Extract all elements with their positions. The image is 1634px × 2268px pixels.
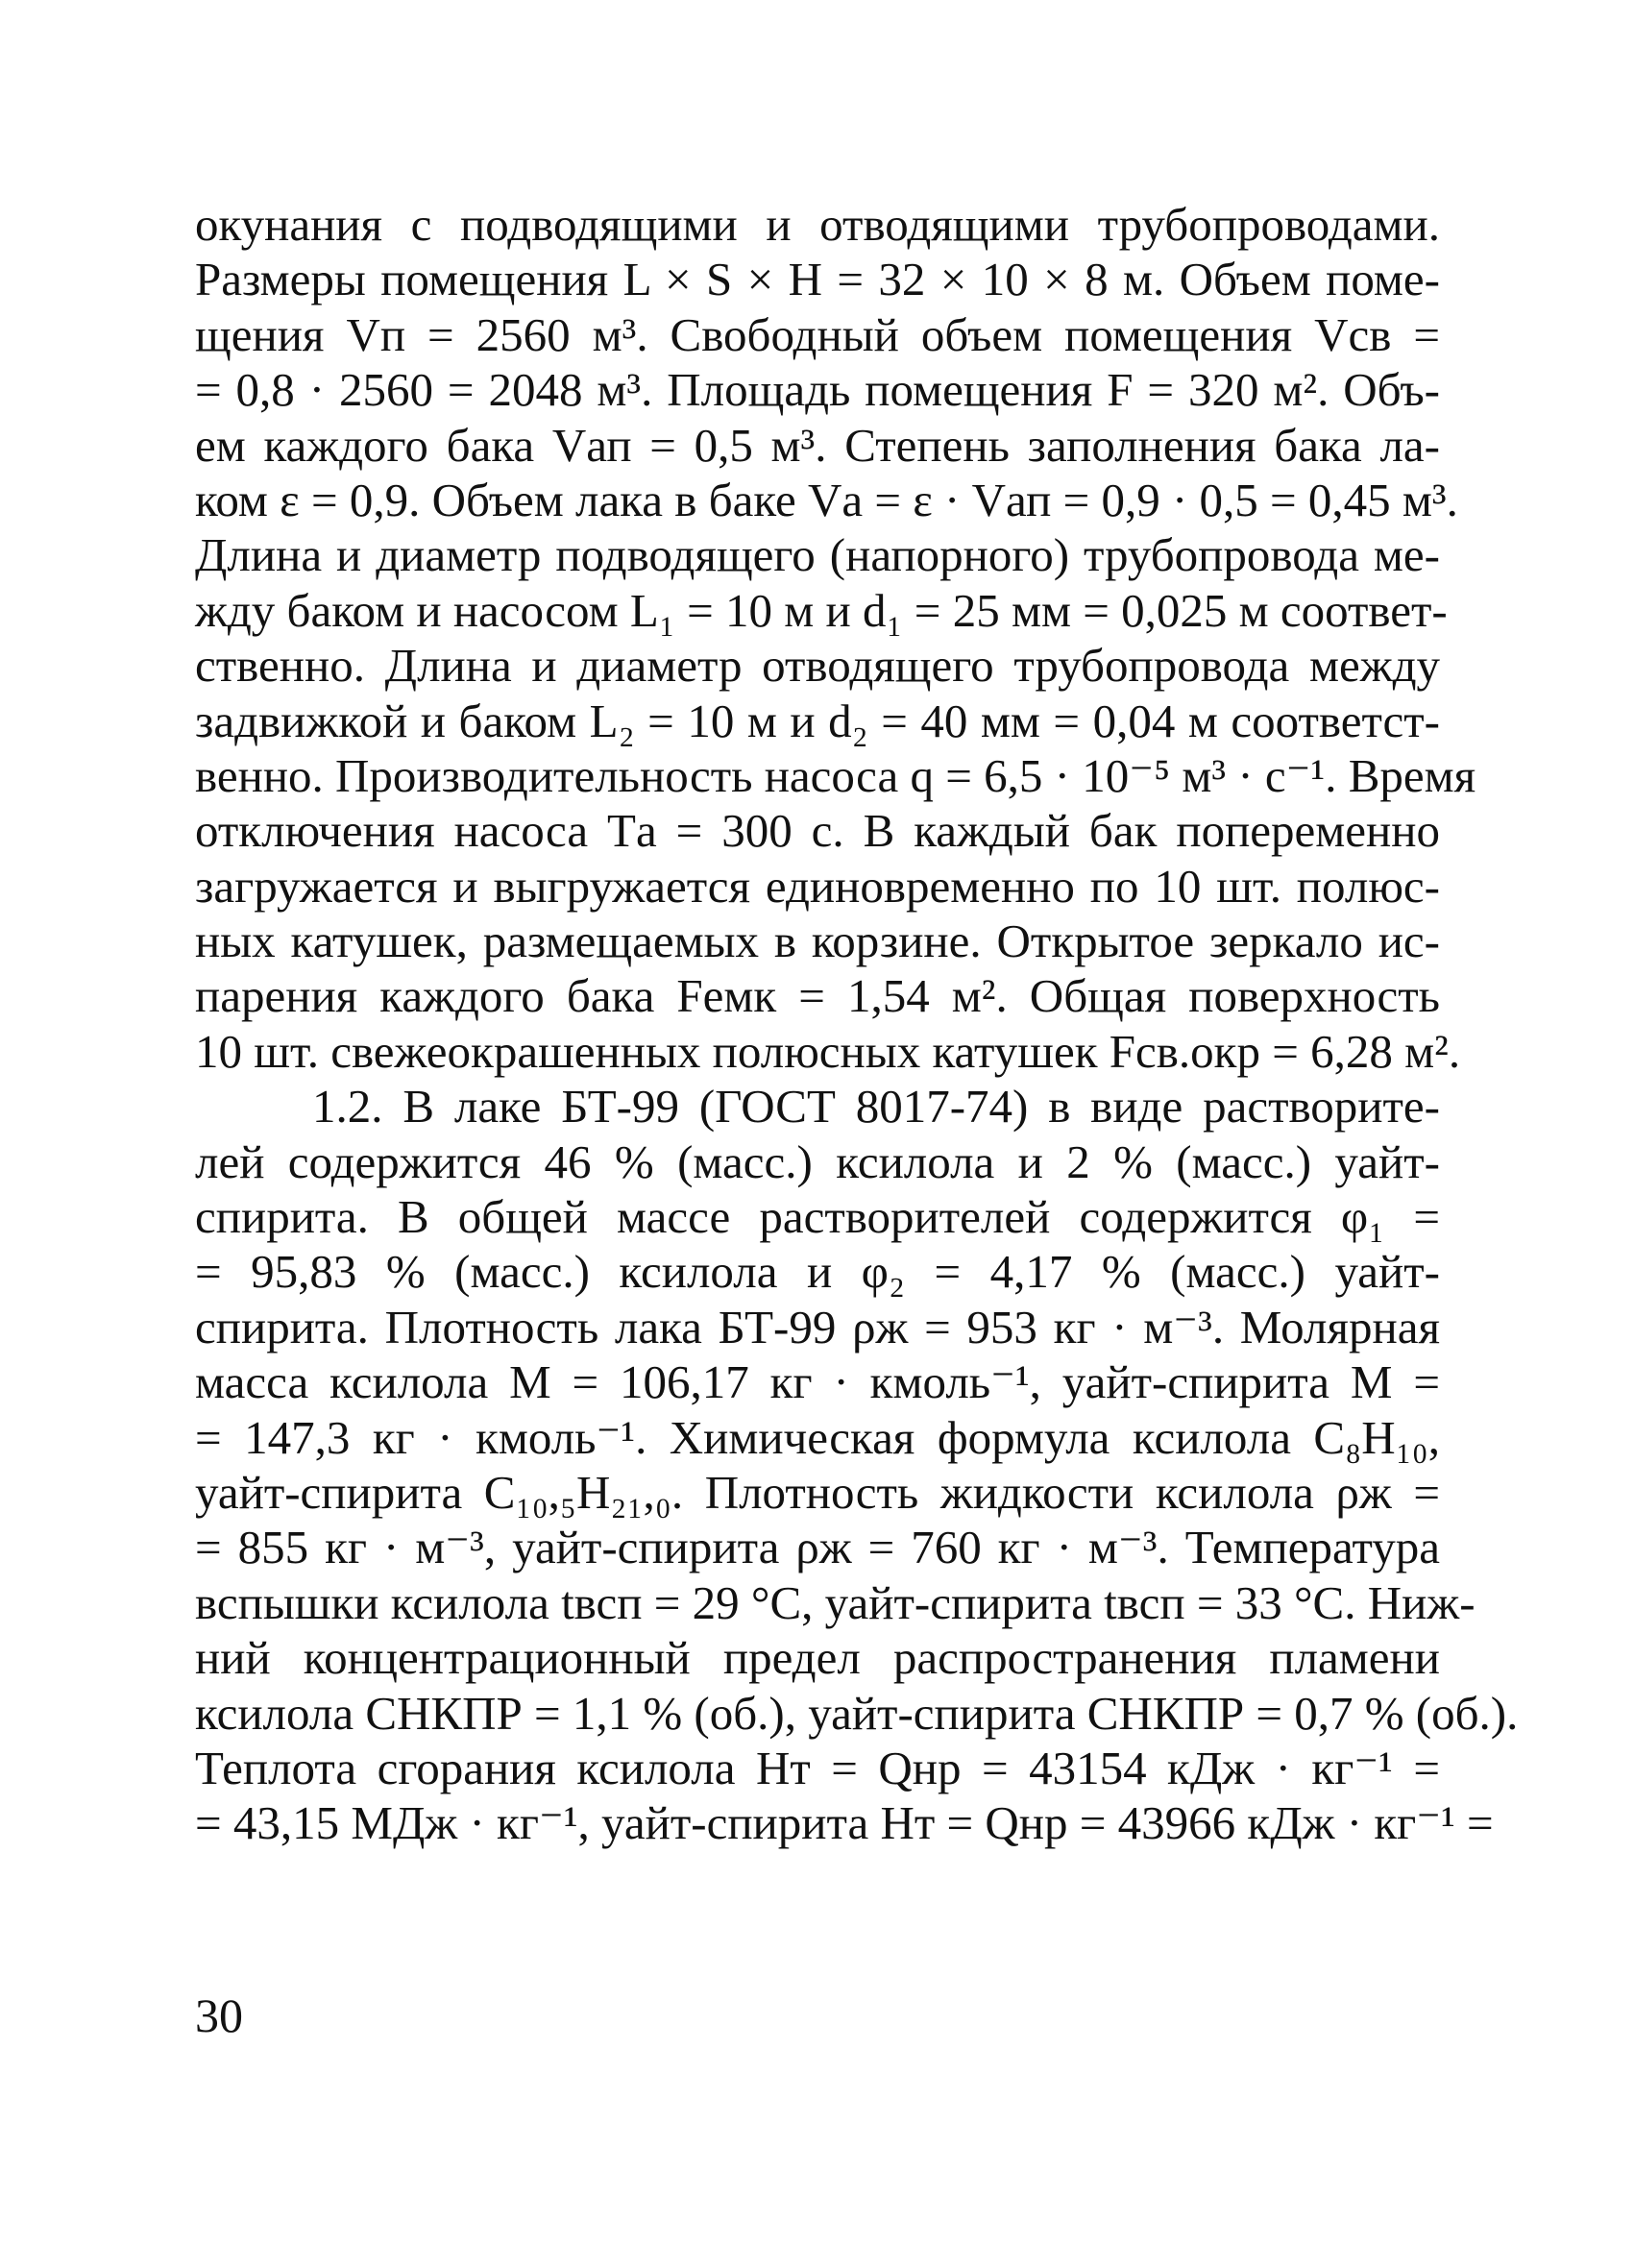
text-line: жду баком и насосом L₁ = 10 м и d₁ = 25 мм = 0,025 м соответ-	[195, 583, 1448, 637]
text-line: 10 шт. свежеокрашенных полюсных катушек Fсв.окр = 6,28 м².	[195, 1024, 1461, 1078]
text-line: задвижкой и баком L₂ = 10 м и d₂ = 40 мм = 0,04 м соответст-	[195, 694, 1440, 747]
text-line: ний концентрационный предел распространения пламени	[195, 1631, 1440, 1685]
text-line: Теплота сгорания ксилола Hт = Qнр = 43154 кДж · кг⁻¹ =	[195, 1741, 1440, 1794]
text-line: лей содержится 46 % (масс.) ксилола и 2 % (масс.) уайт-	[195, 1134, 1440, 1188]
text-line: ных катушек, размещаемых в корзине. Открытое зеркало ис-	[195, 915, 1440, 968]
text-line: загружается и выгружается единовременно по 10 шт. полюс-	[195, 859, 1440, 913]
text-line: = 43,15 МДж · кг⁻¹, уайт-спирита Hт = Qнр = 43966 кДж · кг⁻¹ =	[195, 1796, 1494, 1850]
text-line: масса ксилола M = 106,17 кг · кмоль⁻¹, уайт-спирита M =	[195, 1355, 1440, 1409]
text-line: вспышки ксилола tвсп = 29 °С, уайт-спирита tвсп = 33 °С. Ниж-	[195, 1575, 1475, 1629]
text-line: спирита. В общей массе растворителей содержится φ₁ =	[195, 1190, 1440, 1244]
text-line: Размеры помещения L × S × H = 32 × 10 × 8 м. Объем поме-	[195, 253, 1440, 306]
page-number: 30	[195, 1988, 243, 2042]
text-line: = 95,83 % (масс.) ксилола и φ₂ = 4,17 % (масс.) уайт-	[195, 1245, 1440, 1299]
text-line: Длина и диаметр подводящего (напорного) трубопровода ме-	[195, 528, 1440, 582]
text-line: уайт-спирита C₁₀,₅H₂₁,₀. Плотность жидкости ксилола ρж =	[195, 1465, 1440, 1519]
text-line: ем каждого бака Vап = 0,5 м³. Степень заполнения бака ла-	[195, 418, 1440, 472]
text-line: ксилола CНКПР = 1,1 % (об.), уайт-спирита CНКПР = 0,7 % (об.).	[195, 1686, 1519, 1740]
text-line: ственно. Длина и диаметр отводящего трубопровода между	[195, 639, 1440, 693]
text-line: окунания с подводящими и отводящими трубопроводами.	[195, 198, 1440, 251]
text-line: = 147,3 кг · кмоль⁻¹. Химическая формула ксилола C₈H₁₀,	[195, 1410, 1440, 1464]
text-line: спирита. Плотность лака БТ-99 ρж = 953 кг · м⁻³. Молярная	[195, 1300, 1440, 1353]
body-text	[195, 197, 1519, 1851]
text-line: ком ε = 0,9. Объем лака в баке Vа = ε · Vап = 0,9 · 0,5 = 0,45 м³.	[195, 473, 1458, 526]
text-line: венно. Производительность насоса q = 6,5 · 10⁻⁵ м³ · с⁻¹. Время	[195, 748, 1476, 802]
text-line: = 0,8 · 2560 = 2048 м³. Площадь помещения F = 320 м². Объ-	[195, 363, 1440, 417]
text-line: = 855 кг · м⁻³, уайт-спирита ρж = 760 кг · м⁻³. Температура	[195, 1521, 1440, 1574]
text-line: отключения насоса Tа = 300 с. В каждый бак попеременно	[195, 804, 1440, 858]
paragraph-start-line: 1.2. В лаке БТ-99 (ГОСТ 8017-74) в виде растворите-	[312, 1080, 1440, 1134]
text-line: парения каждого бака Fемк = 1,54 м². Общая поверхность	[195, 969, 1440, 1023]
text-line: щения Vп = 2560 м³. Свободный объем помещения Vсв =	[195, 307, 1440, 361]
